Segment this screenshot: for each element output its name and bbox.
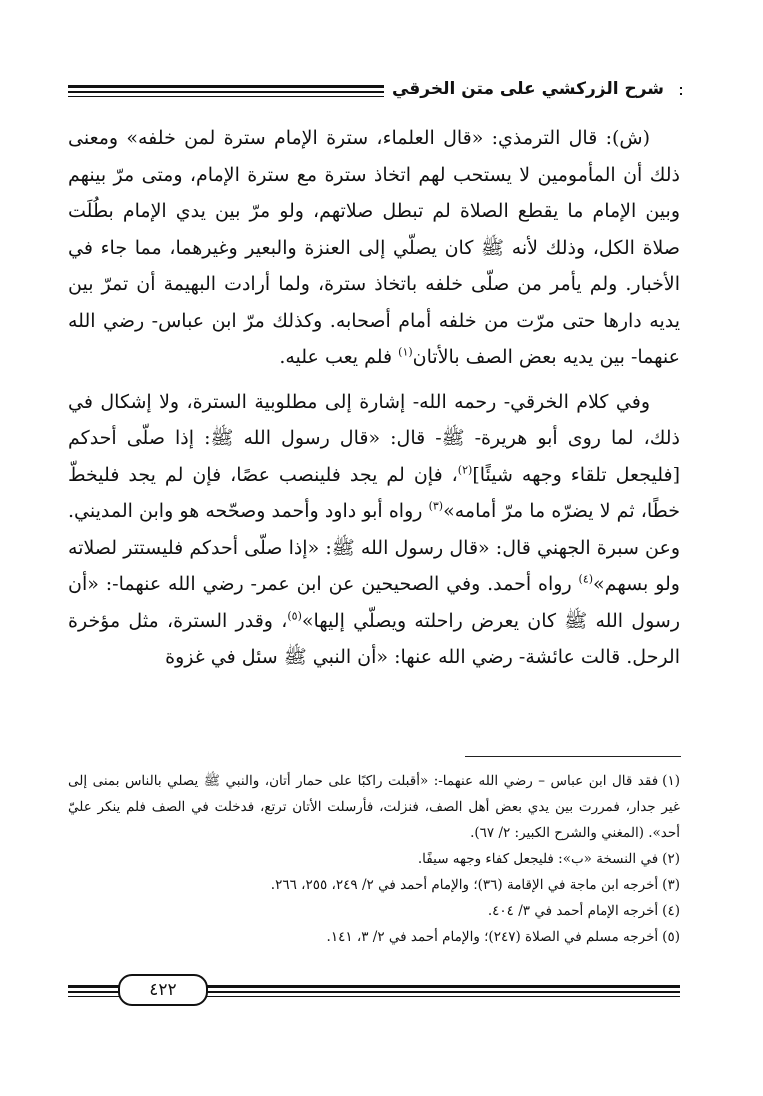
page-number: ٤٢٢ [118, 974, 208, 1006]
footnote-ref-3: (٣) [428, 499, 444, 513]
paragraph-2: وفي كلام الخرقي- رحمه الله- إشارة إلى مطلوبية السترة، ولا إشكال في ذلك، لما روى أبو هريرة- ﷺ- قال: «قال رسول الله ﷺ: إذا صلّى أحدكم [فليجعل تلقاء وجهه شيئًا]$^{(٢)}$، فإن لم يجد فلينصب عصًا، فإن لم يجد فليخطّ خطًا، ثم لا يضرّه ما مرّ أمامه»$^{(٣)}$ رواه أبو داود وأحمد وصحّحه هو وابن المديني. وعن سبرة الجهني قال: «قال رسول الله ﷺ: «إذا صلّى أحدكم فليستتر لصلاته ولو بسهم»$^{(٤)}$ رواه أحمد. وفي الصحيحين عن ابن عمر- رضي الله عنهما-: «أن رسول الله ﷺ كان يعرض راحلته ويصلّي إليها»$^{(٥)}$، وقدر السترة، مثل مؤخرة الرحل. قالت عائشة- رضي الله عنها: «أن النبي ﷺ سئل في غزوة [68, 390, 681, 668]
page-footer [68, 974, 680, 1008]
footnote-ref-2: (٢) [457, 463, 473, 477]
main-text [68, 120, 680, 676]
footnote-2: (٢)في النسخة «ب»: فليجعل كفاء وجهه سيفًا. [417, 851, 680, 867]
footnote-1: (١)فقد قال ابن عباس – رضي الله عنهما-: «أقبلت راكبًا على حمار أتان، والنبي ﷺ يصلي بالناس بمنى إلى غير جدار، فمررت بين يدي بعض أهل الصف، فنزلت، فأرسلت الأتان ترتع، فدخلت في الصف فلم ينكر عليّ أحد». (المغني والشرح الكبير: ٢/ ٦٧). [68, 773, 680, 841]
footnote-4: (٤)أخرجه الإمام أحمد في ٣/ ٤٠٤. [487, 903, 680, 919]
paragraph-1: (ش): قال الترمذي: «قال العلماء، سترة الإمام سترة لمن خلفه» ومعنى ذلك أن المأمومين لا يستحب لهم اتخاذ سترة مع سترة الإمام، ومتى مرّ بينهم وبين الإمام ما يقطع الصلاة لم تبطل صلاتهم، ولو مرّ بين يدي الإمام بطُلَت صلاة الكل، وذلك لأنه ﷺ كان يصلّي إلى العنزة والبعير وغيرهما، مما جاء في الأخبار. ولم يأمر من صلّى خلفه باتخاذ سترة، ولما أرادت البهيمة أن تمرّ بين يديه دارها حتى مرّت من خلفه أمام أصحابه. وكذلك مرّ ابن عباس- رضي الله عنهما- بين يديه بعض الصف بالأتان$^{(١)}$ فلم يعب عليه. [68, 127, 680, 368]
footnote-ref-1: (١) [398, 345, 413, 359]
running-header [68, 78, 680, 104]
header-title: شرح الزركشي على متن الخرقي [384, 78, 680, 100]
footnotes [68, 768, 680, 950]
footnote-ref-4: (٤) [578, 572, 594, 586]
footnote-3: (٣)أخرجه ابن ماجة في الإقامة (٣٦)؛ والإمام أحمد في ٢/ ٢٤٩، ٢٥٥، ٢٦٦. [270, 877, 680, 893]
footnote-separator [0, 756, 763, 757]
footnote-5: (٥)أخرجه مسلم في الصلاة (٢٤٧)؛ والإمام أحمد في ٢/ ٣، ١٤١. [326, 929, 680, 945]
footnote-ref-5: (٥) [287, 609, 302, 623]
